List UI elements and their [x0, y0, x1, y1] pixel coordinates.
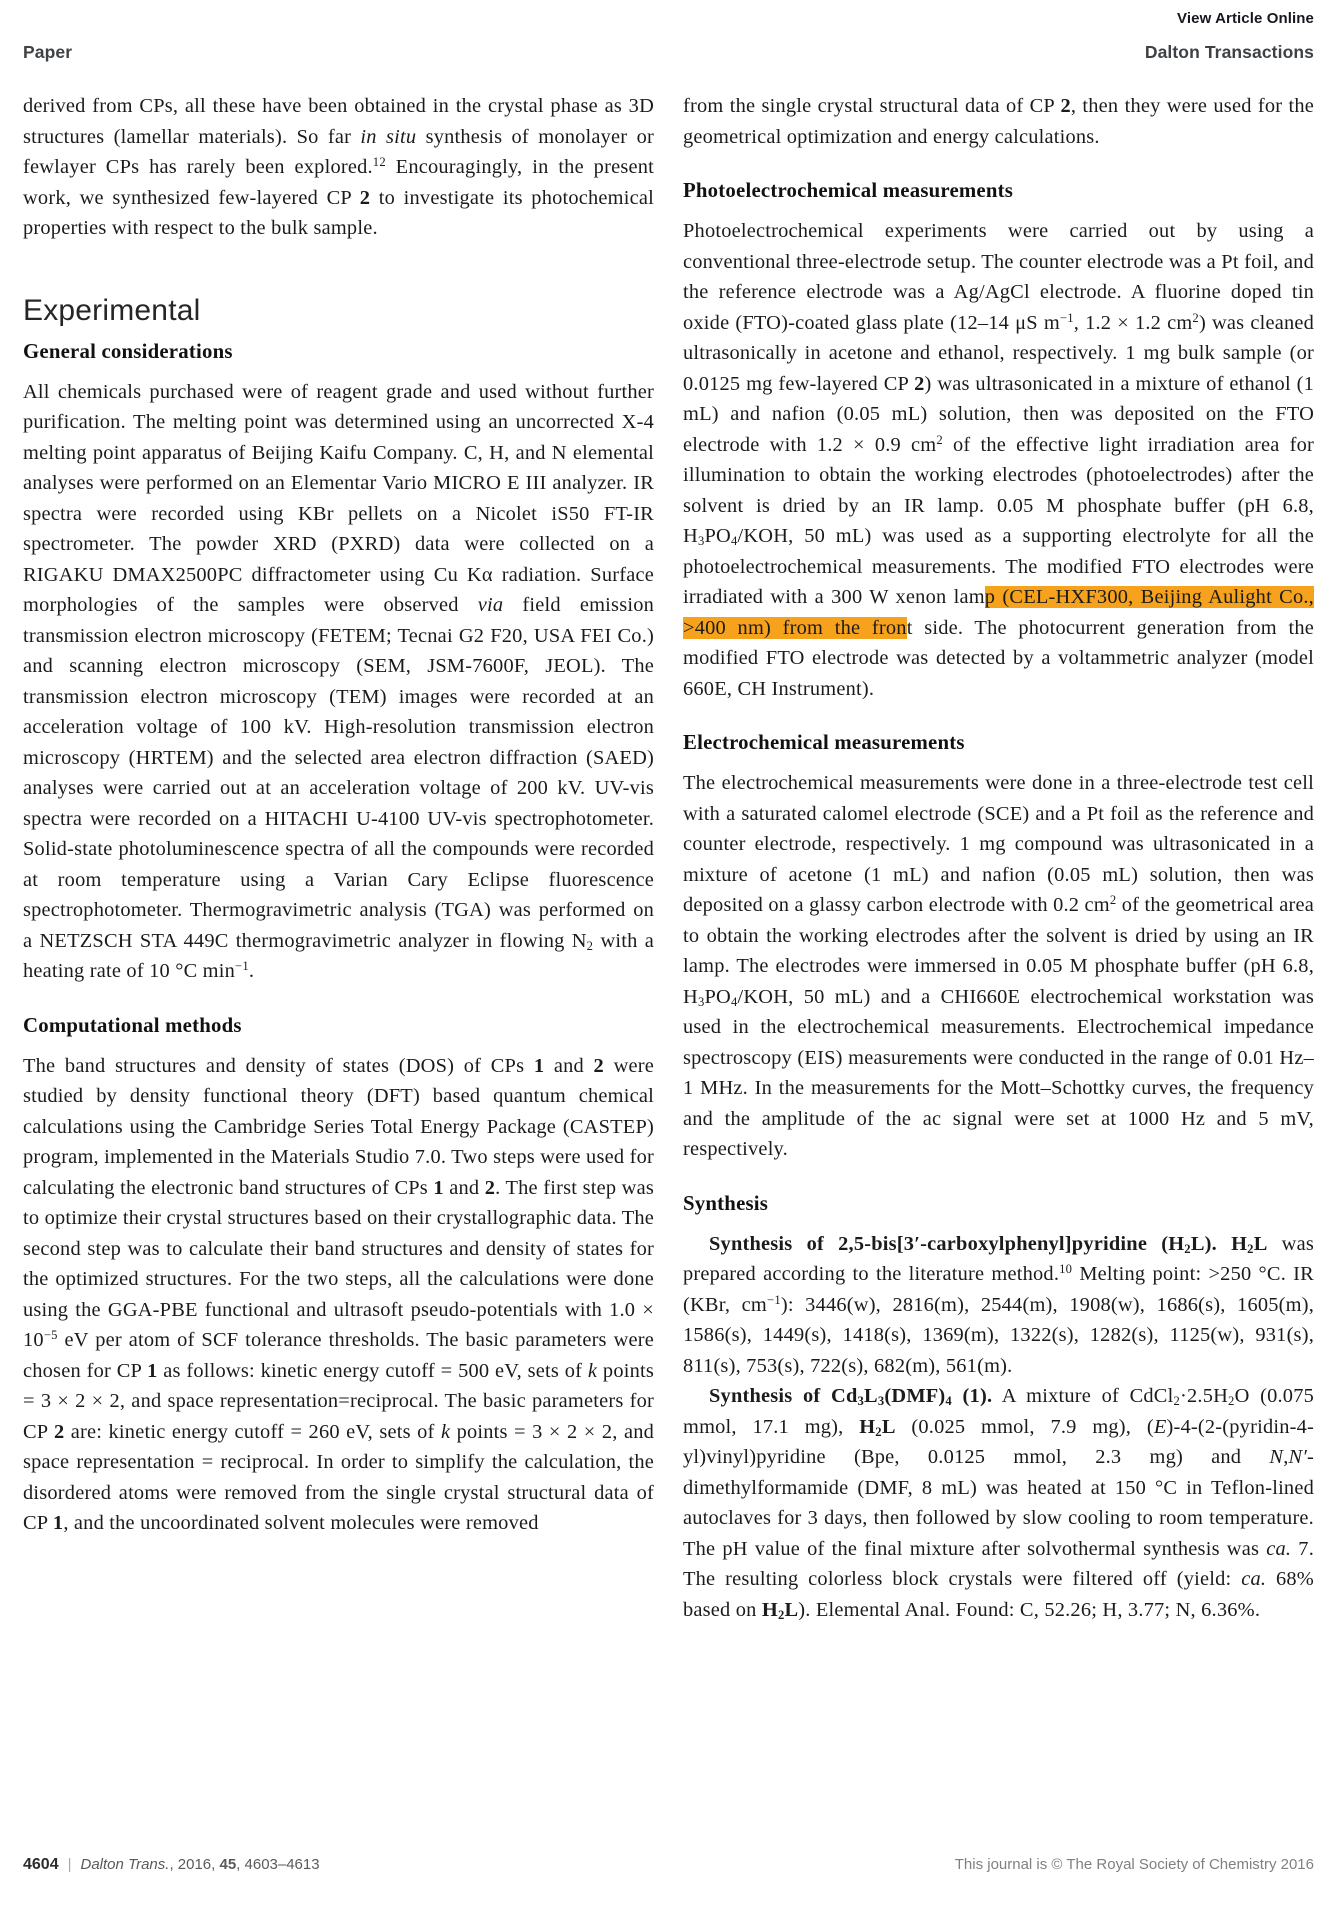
text-segment-b: 1	[52, 1512, 64, 1534]
text-segment-sub: 2	[1228, 1393, 1235, 1408]
running-head	[23, 42, 1314, 63]
text-segment-i: k	[587, 1359, 598, 1382]
text-segment-b: 2	[484, 1176, 496, 1199]
text-segment-sup: 10	[1059, 1262, 1073, 1277]
running-head-right: Dalton Transactions	[1144, 42, 1314, 62]
text-segment-i: N	[1269, 1446, 1284, 1468]
footer-copyright: This journal is © The Royal Society of Chemistry 2016	[954, 1856, 1314, 1873]
paragraph: The electrochemical measurements were done in a three-electrode test cell with a saturated calomel electrode (SCE) and a Pt foil as the reference and counter electrode, respectively. 1 mg compound was ultrasonicated in a mixture of acetone (1 mL) and nafion (0.05 mL) solution, then was deposited on a glassy carbon electrode with 0.2 $cm^2$ of the geometrical area to obtain the working electrodes after the solvent is dried by using an IR lamp. The electrodes were immersed in 0.05 M phosphate buffer (pH 6.8, H3PO4/KOH, 50 mL) and a CHI660E electrochemical workstation was used in the electrochemical measurements. Electrochemical impedance spectroscopy (EIS) measurements were conducted in the range of 0.01 Hz–1 MHz. In the measurements for the Mott–Schottky curves, the frequency and the amplitude of the ac signal were set at 1000 Hz and 5 mV, respectively.	[683, 772, 1314, 1160]
footer-volume: 45	[219, 1856, 237, 1873]
paragraph: All chemicals purchased were of reagent grade and used without further purification. The melting point was determined using an uncorrected X-4 melting point apparatus of Beijing Kaifu Company. C, H, and N elemental analyses were performed on an Elementar Vario MICRO E III analyzer. IR spectra were recorded using KBr pellets on a Nicolet iS50 FT-IR spectrometer. The powder XRD (PXRD) data were collected on a RIGAKU DMAX2500PC diffractometer using Cu Kα radiation. Surface morphologies of the samples were observed via field emission transmission electron microscopy (FETEM; Tecnai G2 F20, USA FEI Co.) and scanning electron microscopy (SEM, JSM-7600F, JEOL). The transmission electron microscopy (TEM) images were recorded at an acceleration voltage of 100 kV. High-resolution transmission electron microscopy (HRTEM) and the selected area electron diffraction (SAED) analyses were carried out at an acceleration voltage of 200 kV. UV-vis spectra were recorded on a HITACHI U-4100 UV-vis spectrophotometer. Solid-state photoluminescence spectra of all the compounds were recorded at room temperature using a Varian Cary Eclipse fluorescence spectrophotometer. Thermogravimetric analysis (TGA) was performed on a NETZSCH STA 449C thermogravimetric analyzer in flowing N2 with a heating rate of 10 °C $\min^{-1}$.	[23, 380, 654, 982]
text-segment-i: N′	[1288, 1446, 1307, 1468]
text-segment-sub: 3	[697, 533, 705, 548]
text-segment-b: 2	[53, 1420, 65, 1443]
text-segment-sup: −1	[1059, 310, 1074, 325]
text-segment-i: ca.	[1241, 1568, 1267, 1590]
text-segment-b: L	[864, 1385, 878, 1407]
text-segment-sub: 4	[730, 533, 738, 548]
subsection-heading: Synthesis	[683, 1191, 769, 1215]
text-segment-sup: −5	[43, 1328, 58, 1343]
running-head-left: Paper	[23, 42, 73, 62]
text-segment-sup: −1	[767, 1292, 781, 1307]
text-segment-bsub: 2	[875, 1424, 882, 1439]
text-segment-i: in situ	[360, 125, 417, 148]
paragraph: The band structures and density of states (DOS) of CPs 1 and 2 were studied by density functional theory (DFT) based quantum chemical calculations using the Cambridge Series Total Energy Package (CASTEP) program, implemented in the Materials Studio 7.0. Two steps were used for calculating the electronic band structures of CPs 1 and 2. The first step was to optimize their crystal structures based on their crystallographic data. The second step was to calculate their band structures and density of states for the optimized structures. For the two steps, all the calculations were done using the GGA-PBE functional and ultrasoft pseudo-potentials with $1.0 \times 10^{-5}$ eV per atom of SCF tolerance thresholds. The basic parameters were chosen for CP 1 as follows: kinetic energy cutoff = 500 eV, sets of k points = 3 × 2 × 2, and space representation=reciprocal. The basic parameters for CP 2 are: kinetic energy cutoff = 260 eV, sets of k points = 3 × 2 × 2, and space representation = reciprocal. In order to simplify the calculation, the disordered atoms were removed from the single crystal structural data of CP 1, and the uncoordinated solvent molecules were removed	[23, 1054, 655, 1534]
page-footer	[23, 1856, 1314, 1874]
subsection-heading: General considerations	[23, 339, 233, 363]
text-segment-sub: 3	[697, 994, 705, 1009]
text-segment-bsub: 2	[1247, 1241, 1254, 1256]
view-article-online-link[interactable]: View Article Online	[1177, 10, 1314, 27]
text-segment-bsub: 2	[1184, 1241, 1191, 1256]
text-segment-sup: 12	[372, 155, 386, 170]
text-segment-b: H	[761, 1598, 778, 1621]
highlighted-text: p (CEL-HXF300, Beijing Aulight Co., >400 nm) from the fron	[683, 586, 1314, 639]
text-segment-b: L	[1253, 1232, 1268, 1255]
footer-citation-year: , 2016,	[169, 1856, 220, 1873]
left-column	[23, 91, 654, 1625]
text-segment-sup: 2	[1109, 893, 1117, 908]
subsection-heading: Computational methods	[23, 1013, 242, 1037]
subsection-heading: Photoelectrochemical measurements	[683, 179, 1014, 202]
text-segment-b: H	[859, 1415, 876, 1438]
footer-separator: |	[67, 1856, 72, 1873]
text-segment-i: E	[1153, 1415, 1167, 1438]
text-segment-b: L). H	[1190, 1232, 1248, 1255]
text-segment-sub: 2	[586, 938, 594, 953]
text-segment-b: 2	[1060, 95, 1071, 117]
text-segment-sup: −1	[235, 959, 249, 974]
paragraph: Synthesis of 2,5-bis[3′-carboxylphenyl]pyridine (H2L). H2L was prepared according to the literature method.$^{10}$ Melting point: >250 °C. IR (KBr, $cm^{-1}$): 3446(w), 2816(m), 2544(m), 1908(w), 1686(s), 1605(m), 1586(s), 1449(s), 1418(s), 1369(m), 1322(s), 1282(s), 1125(w), 931(s), 811(s), 753(s), 722(s), 682(m), 561(m).	[683, 1232, 1315, 1377]
subsection-heading: Electrochemical measurements	[683, 731, 965, 754]
text-segment-b: L	[784, 1598, 799, 1621]
text-segment-i: ca.	[1266, 1537, 1292, 1560]
text-segment-b: 2	[359, 186, 371, 209]
text-segment-b: 1	[147, 1359, 158, 1382]
text-segment-bsub: 3	[877, 1393, 885, 1408]
footer-journal-name: Dalton Trans.	[80, 1856, 170, 1873]
text-segment-i: via	[477, 594, 504, 616]
text-segment-b: L	[881, 1415, 896, 1438]
page-header	[0, 0, 1337, 63]
two-column-content	[0, 91, 1337, 1625]
text-segment-bsub: 4	[945, 1393, 952, 1408]
right-column	[683, 91, 1314, 1625]
text-segment-sub: 2	[1173, 1393, 1180, 1408]
text-segment-b: Synthesis of Cd	[709, 1385, 858, 1407]
text-segment-i: k	[440, 1420, 451, 1443]
footer-pages: , 4603–4613	[236, 1856, 320, 1873]
view-article-online-row	[23, 10, 1314, 28]
text-segment-sup: 2	[1192, 310, 1199, 325]
text-segment-bsub: 3	[857, 1393, 865, 1408]
footer-citation	[23, 1856, 320, 1874]
paragraph: from the single crystal structural data of CP 2, then they were used for the geometrical optimization and energy calculations.	[683, 95, 1315, 148]
text-segment-sub: 4	[730, 994, 738, 1009]
text-segment-b: 2	[914, 372, 925, 395]
text-segment-b: (DMF)	[884, 1385, 946, 1407]
text-segment-bsub: 2	[777, 1607, 785, 1622]
paragraph: derived from CPs, all these have been obtained in the crystal phase as 3D structures (lamellar materials). So far in situ synthesis of monolayer or fewlayer CPs has rarely been explored.$^{12}$ Encouragingly, in the present work, we synthesized few-layered CP 2 to investigate its photochemical properties with respect to the bulk sample.	[23, 95, 654, 239]
text-segment-b: Synthesis of 2,5-bis[3′-carboxylphenyl]pyridine (H	[709, 1232, 1185, 1255]
text-segment-b: 2	[593, 1054, 604, 1077]
text-segment-sup: 2	[936, 432, 943, 447]
text-segment-b: (1).	[951, 1385, 993, 1407]
section-heading: Experimental	[23, 293, 201, 327]
paragraph: Synthesis of Cd3L3(DMF)4 (1). A mixture of CdCl2·2.5H2O (0.075 mmol, 17.1 mg), H2L (0.025 mmol, 7.9 mg), (E)-4-(2-(pyridin-4-yl)vinyl)pyridine (Bpe, 0.0125 mmol, 2.3 mg) and N,N′-dimethylformamide (DMF, 8 mL) was heated at 150 °C in Teflon-lined autoclaves for 3 days, then followed by slow cooling to room temperature. The pH value of the final mixture after solvothermal synthesis was ca. 7. The resulting colorless block crystals were filtered off (yield: ca. 68% based on H2L). Elemental Anal. Found: C, 52.26; H, 3.77; N, 6.36%.	[683, 1385, 1314, 1622]
text-segment-b: 1	[433, 1176, 444, 1199]
paragraph: Photoelectrochemical experiments were carried out by using a conventional three-electrode setup. The counter electrode was a Pt foil, and the reference electrode was a Ag/AgCl electrode. A fluorine doped tin oxide (FTO)-coated glass plate (12–14 μS $m^{-1}$, 1.2 × 1.2 $cm^2$) was cleaned ultrasonically in acetone and ethanol, respectively. 1 mg bulk sample (or 0.0125 mg few-layered CP 2) was ultrasonicated in a mixture of ethanol (1 mL) and nafion (0.05 mL) solution, then was deposited on the FTO electrode with 1.2 × 0.9 $cm^2$ of the effective light irradiation area for illumination to obtain the working electrodes (photoelectrodes) after the solvent is dried by an IR lamp. 0.05 M phosphate buffer (pH 6.8, H3PO4/KOH, 50 mL) was used as a supporting electrolyte for all the photoelectrochemical measurements. The modified FTO electrodes were irradiated with a 300 W xenon lamp (CEL-HXF300, Beijing Aulight Co., >400 nm) from the front side. The photocurrent generation from the modified FTO electrode was detected by a voltammetric analyzer (model 660E, CH Instrument).	[683, 220, 1315, 700]
text-segment-b: 1	[533, 1054, 545, 1077]
page-number: 4604	[23, 1856, 59, 1873]
